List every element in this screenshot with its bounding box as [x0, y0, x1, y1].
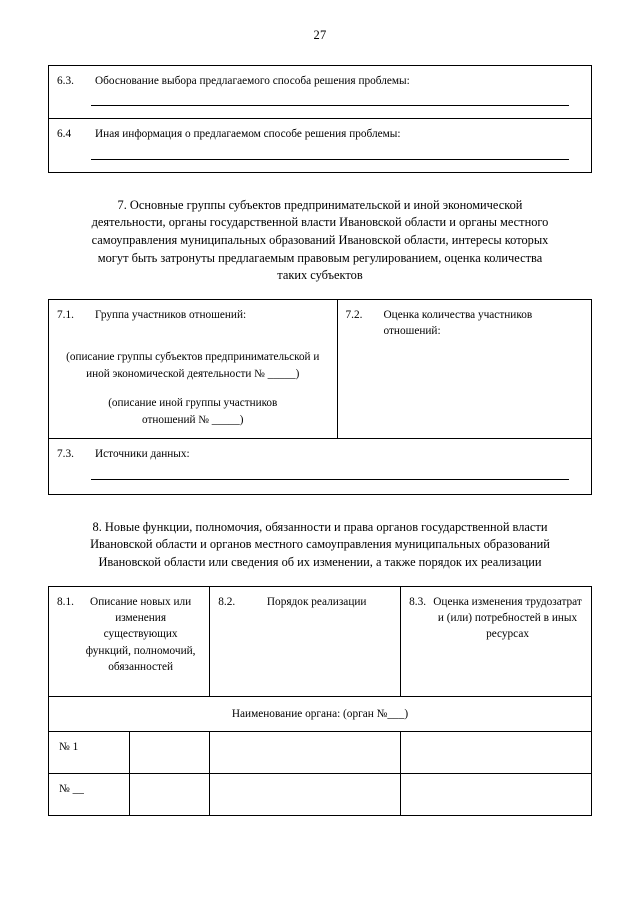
- cell-6-3: [49, 66, 592, 119]
- cell-7-1-description-other: (описание иной группы участников отношений № _____): [108, 396, 278, 426]
- fill-in-line: [91, 159, 569, 160]
- row-1-col-2: [210, 731, 401, 773]
- cell-8-1: [49, 586, 210, 696]
- cell-6-3-number: 6.3.: [57, 75, 74, 87]
- cell-6-3-label: Обоснование выбора предлагаемого способа решения проблемы:: [95, 75, 410, 87]
- organ-name-row: Наименование органа: (орган №___): [49, 696, 592, 731]
- row-1-col-1: [129, 731, 210, 773]
- cell-8-2-label: Порядок реализации: [266, 595, 367, 608]
- cell-8-1-number: 8.1.: [57, 595, 74, 608]
- cell-6-4: [49, 119, 592, 172]
- table-row: [49, 119, 592, 172]
- cell-8-3: [401, 586, 592, 696]
- table-row: [49, 773, 592, 815]
- row-2-col-3: [401, 773, 592, 815]
- cell-7-3-label: Источники данных:: [95, 448, 190, 461]
- cell-7-3: [49, 439, 592, 494]
- table-row: [49, 696, 592, 731]
- row-2-col-1: [129, 773, 210, 815]
- cell-7-2: [337, 299, 592, 439]
- page-number: 27: [313, 28, 327, 42]
- table-header-row: [49, 586, 592, 696]
- cell-8-2-number: 8.2.: [218, 595, 236, 608]
- cell-7-1-number: 7.1.: [57, 308, 74, 321]
- fill-in-line: [91, 479, 569, 480]
- table-section-8: [48, 586, 592, 816]
- cell-6-4-number: 6.4: [57, 128, 72, 141]
- row-2-col-2: [210, 773, 401, 815]
- cell-8-1-label: Описание новых или изменения существующих функций, полномочий, обязанностей: [85, 595, 196, 674]
- table-row: [49, 66, 592, 119]
- cell-7-2-number: 7.2.: [345, 308, 363, 321]
- cell-6-4-label: Иная информация о предлагаемом способе решения проблемы:: [95, 128, 401, 141]
- cell-7-1-label: Группа участников отношений:: [95, 308, 247, 321]
- cell-7-1: [49, 299, 338, 439]
- table-row: [49, 439, 592, 494]
- cell-8-3-number: 8.3.: [409, 595, 427, 608]
- table-row: [49, 731, 592, 773]
- cell-7-3-number: 7.3.: [57, 448, 74, 461]
- cell-7-2-label: Оценка количества участников отношений:: [383, 308, 533, 338]
- section-7-title: 7. Основные группы субъектов предпринимательской и иной экономической деятельности, органы государственной власти Ивановской области и органы местного самоуправления муниципальных образований Ивановской области, интересы которых могут быть затронуты предлагаемым правовым регулированием, оценка количества таких субъектов: [91, 197, 549, 283]
- cell-8-2: [210, 586, 401, 696]
- row-1-col-3: [401, 731, 592, 773]
- table-section-6: [48, 65, 592, 173]
- table-section-7: [48, 299, 592, 495]
- table-row: [49, 299, 592, 439]
- cell-7-1-description: (описание группы субъектов предпринимательской и иной экономической деятельности № _____): [66, 351, 320, 380]
- row-label-1: № 1: [49, 731, 130, 773]
- row-label-2: № __: [49, 773, 130, 815]
- fill-in-line: [91, 105, 569, 106]
- cell-8-3-label: Оценка изменения трудозатрат и (или) потребностей в иных ресурсах: [433, 595, 582, 641]
- section-8-title: 8. Новые функции, полномочия, обязанности и права органов государственной власти Ивановской области и органов местного самоуправления муниципальных образований Ивановской области или сведения об их изменении, а также порядок их реализации: [90, 519, 550, 569]
